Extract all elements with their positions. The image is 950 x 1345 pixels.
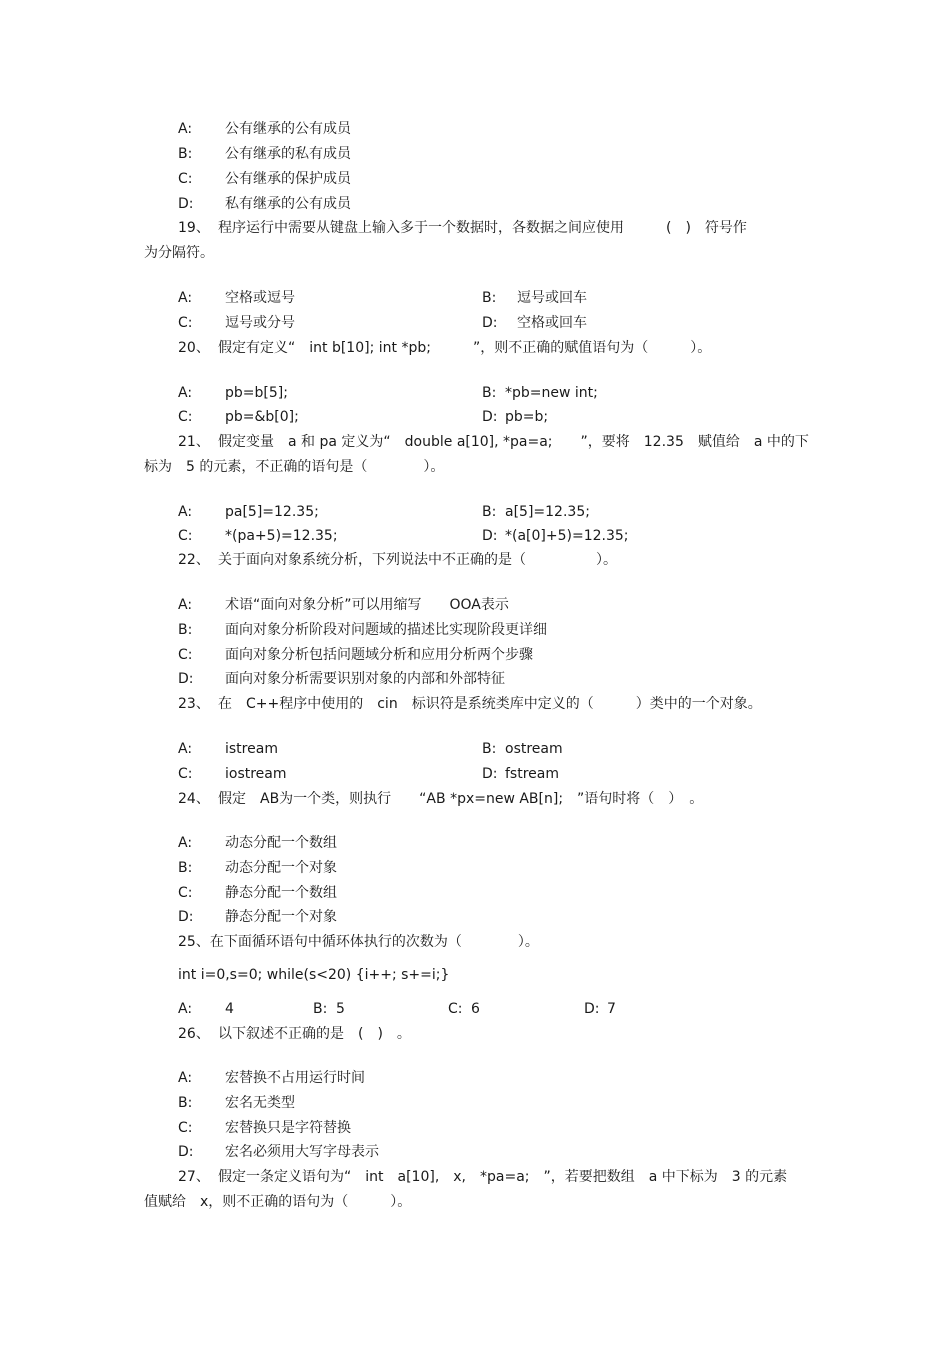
q25-question: 25、在下面循环语句中循环体执行的次数为（ ）。 — [178, 934, 539, 950]
q20-question: 20、 假定有定义“ int b[10]; int *pb; ”，则不正确的赋值语句为（ ）。 — [178, 340, 712, 356]
q18-option-d: D: 私有继承的公有成员 — [178, 196, 351, 212]
q20-option-d: D: pb=b; — [482, 409, 549, 425]
q26-question: 26、 以下叙述不正确的是 ( ) 。 — [178, 1026, 411, 1042]
q24-option-b: B: 动态分配一个对象 — [178, 860, 337, 876]
q19-option-c: C: 逗号或分号 — [178, 315, 295, 331]
q26-option-c: C: 宏替换只是字符替换 — [178, 1120, 351, 1136]
q24-question: 24、 假定 AB为一个类，则执行 “AB *px=new AB[n]; ”语句时将（ ） 。 — [178, 791, 704, 807]
q27-question: 27、 假定一条定义语句为“ int a[10], x, *pa=a; ”，若要把数组 a 中下标为 3 的元素 — [178, 1169, 788, 1185]
q19-option-b: B: 逗号或回车 — [482, 290, 587, 306]
q25-option-d: D: 7 — [584, 1001, 616, 1017]
q21-question: 21、 假定变量 a 和 pa 定义为“ double a[10], *pa=a; ”，要将 12.35 赋值给 a 中的下 — [178, 434, 809, 450]
q25-code: int i=0,s=0; while(s<20) {i++; s+=i;} — [178, 967, 450, 983]
q22-option-d: D: 面向对象分析需要识别对象的内部和外部特征 — [178, 671, 505, 687]
q23-question: 23、 在 C++程序中使用的 cin 标识符是系统类库中定义的（ ）类中的一个对象。 — [178, 696, 762, 712]
q20-option-a: A: pb=b[5]; — [178, 385, 288, 401]
q25-option-b: B: 5 — [313, 1001, 345, 1017]
q22-option-a: A: 术语“面向对象分析”可以用缩写 OOA表示 — [178, 597, 509, 613]
q26-option-d: D: 宏名必须用大写字母表示 — [178, 1144, 379, 1160]
q24-option-d: D: 静态分配一个对象 — [178, 909, 337, 925]
q21-option-c: C: *(pa+5)=12.35; — [178, 528, 338, 544]
q26-option-b: B: 宏名无类型 — [178, 1095, 295, 1111]
q25-option-a: A: 4 — [178, 1001, 234, 1017]
q27-question-cont: 值赋给 x，则不正确的语句为（ ）。 — [144, 1194, 412, 1210]
q20-option-b: B: *pb=new int; — [482, 385, 598, 401]
q19-option-a: A: 空格或逗号 — [178, 290, 295, 306]
q21-option-d: D: *(a[0]+5)=12.35; — [482, 528, 629, 544]
q22-option-c: C: 面向对象分析包括问题域分析和应用分析两个步骤 — [178, 647, 533, 663]
q22-question: 22、 关于面向对象系统分析，下列说法中不正确的是（ ）。 — [178, 552, 617, 568]
q25-option-c: C: 6 — [448, 1001, 480, 1017]
q24-option-c: C: 静态分配一个数组 — [178, 885, 337, 901]
q18-option-a: A: 公有继承的公有成员 — [178, 121, 351, 137]
q21-option-b: B: a[5]=12.35; — [482, 504, 590, 520]
q18-option-c: C: 公有继承的保护成员 — [178, 171, 351, 187]
q19-option-d: D: 空格或回车 — [482, 315, 587, 331]
q23-option-b: B: ostream — [482, 741, 563, 757]
q18-option-b: B: 公有继承的私有成员 — [178, 146, 351, 162]
q19-question-cont: 为分隔符。 — [144, 245, 214, 261]
q23-option-a: A: istream — [178, 741, 278, 757]
q24-option-a: A: 动态分配一个数组 — [178, 835, 337, 851]
q22-option-b: B: 面向对象分析阶段对问题域的描述比实现阶段更详细 — [178, 622, 547, 638]
q20-option-c: C: pb=&b[0]; — [178, 409, 299, 425]
q21-option-a: A: pa[5]=12.35; — [178, 504, 319, 520]
q26-option-a: A: 宏替换不占用运行时间 — [178, 1070, 365, 1086]
q19-question: 19、 程序运行中需要从键盘上输入多于一个数据时，各数据之间应使用 ( ) 符号作 — [178, 220, 747, 236]
q21-question-cont: 标为 5 的元素，不正确的语句是（ ）。 — [144, 459, 445, 475]
q23-option-c: C: iostream — [178, 766, 287, 782]
q23-option-d: D: fstream — [482, 766, 559, 782]
